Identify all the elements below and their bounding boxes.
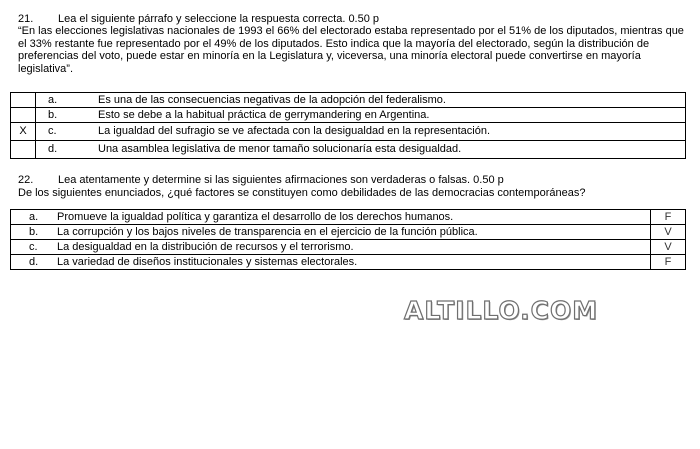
option-text: Esto se debe a la habitual práctica de gerrymandering en Argentina. bbox=[94, 108, 686, 123]
question-21-options-table bbox=[10, 92, 686, 159]
option-letter: b. bbox=[36, 108, 95, 123]
option-letter: a. bbox=[36, 93, 95, 108]
option-letter: c. bbox=[36, 123, 95, 141]
option-mark bbox=[11, 141, 36, 159]
item-text: La variedad de diseños institucionales y sistemas electorales. bbox=[53, 255, 651, 270]
table-row bbox=[11, 93, 686, 108]
item-answer: V bbox=[651, 225, 686, 240]
option-mark bbox=[11, 93, 36, 108]
question-22-items-table bbox=[10, 209, 686, 270]
item-text: La corrupción y los bajos niveles de transparencia en el ejercicio de la función pública. bbox=[53, 225, 651, 240]
question-22-number: 22. bbox=[18, 174, 34, 186]
question-21-number: 21. bbox=[18, 13, 34, 25]
question-21-heading bbox=[18, 13, 379, 25]
table-row bbox=[11, 123, 686, 141]
question-22-subtitle: De los siguientes enunciados, ¿qué factores se constituyen como debilidades de las democracias contemporáneas? bbox=[18, 187, 586, 199]
question-21-paragraph: “En las elecciones legislativas nacionales de 1993 el 66% del electorado estaba representado por el 51% de los diputados, mientras que el 33% restante fue representado por el 49% de los diputados. Esto indica que la mayoría del electorado, según la distribución de preferencias del voto, puede estar en minoría en la Legislatura y, viceversa, una minoría electoral puede convertirse en mayoría legislativa”. bbox=[18, 25, 684, 75]
option-letter: d. bbox=[36, 141, 95, 159]
table-row bbox=[11, 225, 686, 240]
item-letter: c. bbox=[11, 240, 54, 255]
altillo-watermark: ALTILLO.COM bbox=[404, 296, 599, 325]
item-answer: F bbox=[651, 255, 686, 270]
option-mark: X bbox=[11, 123, 36, 141]
question-21-title: Lea el siguiente párrafo y seleccione la respuesta correcta. 0.50 p bbox=[58, 13, 380, 25]
item-answer: V bbox=[651, 240, 686, 255]
question-22-title: Lea atentamente y determine si las siguientes afirmaciones son verdaderas o falsas. 0.50 p bbox=[58, 174, 504, 186]
table-row bbox=[11, 240, 686, 255]
option-text: La igualdad del sufragio se ve afectada con la desigualdad en la representación. bbox=[94, 123, 686, 141]
item-letter: d. bbox=[11, 255, 54, 270]
table-row bbox=[11, 210, 686, 225]
table-row bbox=[11, 108, 686, 123]
item-letter: a. bbox=[11, 210, 54, 225]
table-row bbox=[11, 255, 686, 270]
item-answer: F bbox=[651, 210, 686, 225]
table-row bbox=[11, 141, 686, 159]
item-text: Promueve la igualdad política y garantiza el desarrollo de los derechos humanos. bbox=[53, 210, 651, 225]
question-22-heading bbox=[18, 174, 504, 186]
option-text: Una asamblea legislativa de menor tamaño solucionaría esta desigualdad. bbox=[94, 141, 686, 159]
item-text: La desigualdad en la distribución de recursos y el terrorismo. bbox=[53, 240, 651, 255]
option-mark bbox=[11, 108, 36, 123]
item-letter: b. bbox=[11, 225, 54, 240]
option-text: Es una de las consecuencias negativas de la adopción del federalismo. bbox=[94, 93, 686, 108]
